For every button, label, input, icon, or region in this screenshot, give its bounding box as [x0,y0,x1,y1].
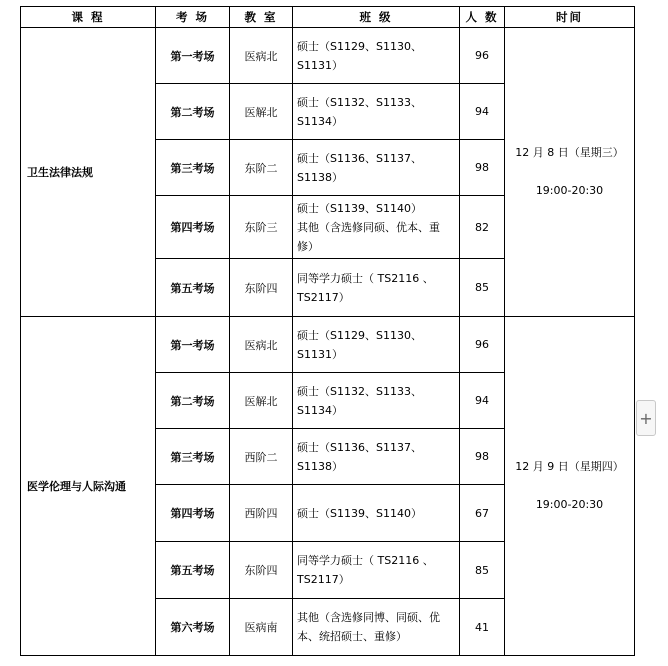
exam-hall: 第五考场 [156,542,230,599]
student-count: 41 [460,599,505,656]
class-list: 硕士（S1136、S1137、S1138） [293,140,460,196]
class-list: 同等学力硕士（ TS2116 、TS2117） [293,542,460,599]
class-list: 硕士（S1132、S1133、S1134） [293,373,460,429]
exam-time-range: 19:00-20:30 [535,498,604,511]
classroom: 医病北 [230,28,293,84]
classroom: 医病南 [230,599,293,656]
exam-hall: 第四考场 [156,196,230,259]
exam-schedule-table [20,6,635,656]
course-name: 医学伦理与人际沟通 [21,317,156,656]
classroom: 西阶四 [230,485,293,542]
expand-button[interactable] [636,400,656,436]
header-course: 课 程 [21,7,156,28]
header-time: 时间 [505,7,635,28]
class-list: 硕士（S1136、S1137、S1138） [293,429,460,485]
table-row [21,28,635,84]
classroom: 东阶四 [230,259,293,317]
plus-icon: + [639,408,653,428]
student-count: 94 [460,84,505,140]
exam-date: 12 月 8 日（星期三） [515,146,624,159]
classroom: 医解北 [230,373,293,429]
header-class: 班 级 [293,7,460,28]
exam-time [505,28,635,317]
exam-hall: 第一考场 [156,317,230,373]
classroom: 东阶二 [230,140,293,196]
student-count: 96 [460,28,505,84]
classroom: 医解北 [230,84,293,140]
course-name: 卫生法律法规 [21,28,156,317]
header-hall: 考 场 [156,7,230,28]
classroom: 西阶二 [230,429,293,485]
class-list: 硕士（S1129、S1130、S1131） [293,28,460,84]
exam-hall: 第二考场 [156,373,230,429]
exam-date: 12 月 9 日（星期四） [515,460,624,473]
header-row [21,7,635,28]
student-count: 82 [460,196,505,259]
classroom: 东阶三 [230,196,293,259]
class-list: 其他（含选修同博、同硕、优本、统招硕士、重修） [293,599,460,656]
header-room: 教 室 [230,7,293,28]
class-list: 硕士（S1129、S1130、S1131） [293,317,460,373]
table-row [21,317,635,373]
class-list: 硕士（S1132、S1133、S1134） [293,84,460,140]
exam-hall: 第六考场 [156,599,230,656]
exam-hall: 第二考场 [156,84,230,140]
student-count: 67 [460,485,505,542]
class-list: 硕士（S1139、S1140） 其他（含选修同硕、优本、重修） [293,196,460,259]
header-count: 人 数 [460,7,505,28]
student-count: 98 [460,140,505,196]
classroom: 医病北 [230,317,293,373]
exam-time [505,317,635,656]
exam-time-range: 19:00-20:30 [535,184,604,197]
exam-hall: 第五考场 [156,259,230,317]
student-count: 94 [460,373,505,429]
classroom: 东阶四 [230,542,293,599]
exam-hall: 第三考场 [156,140,230,196]
student-count: 85 [460,542,505,599]
student-count: 85 [460,259,505,317]
exam-hall: 第一考场 [156,28,230,84]
class-list: 同等学力硕士（ TS2116 、TS2117） [293,259,460,317]
student-count: 98 [460,429,505,485]
exam-hall: 第四考场 [156,485,230,542]
class-list: 硕士（S1139、S1140） [293,485,460,542]
exam-hall: 第三考场 [156,429,230,485]
student-count: 96 [460,317,505,373]
